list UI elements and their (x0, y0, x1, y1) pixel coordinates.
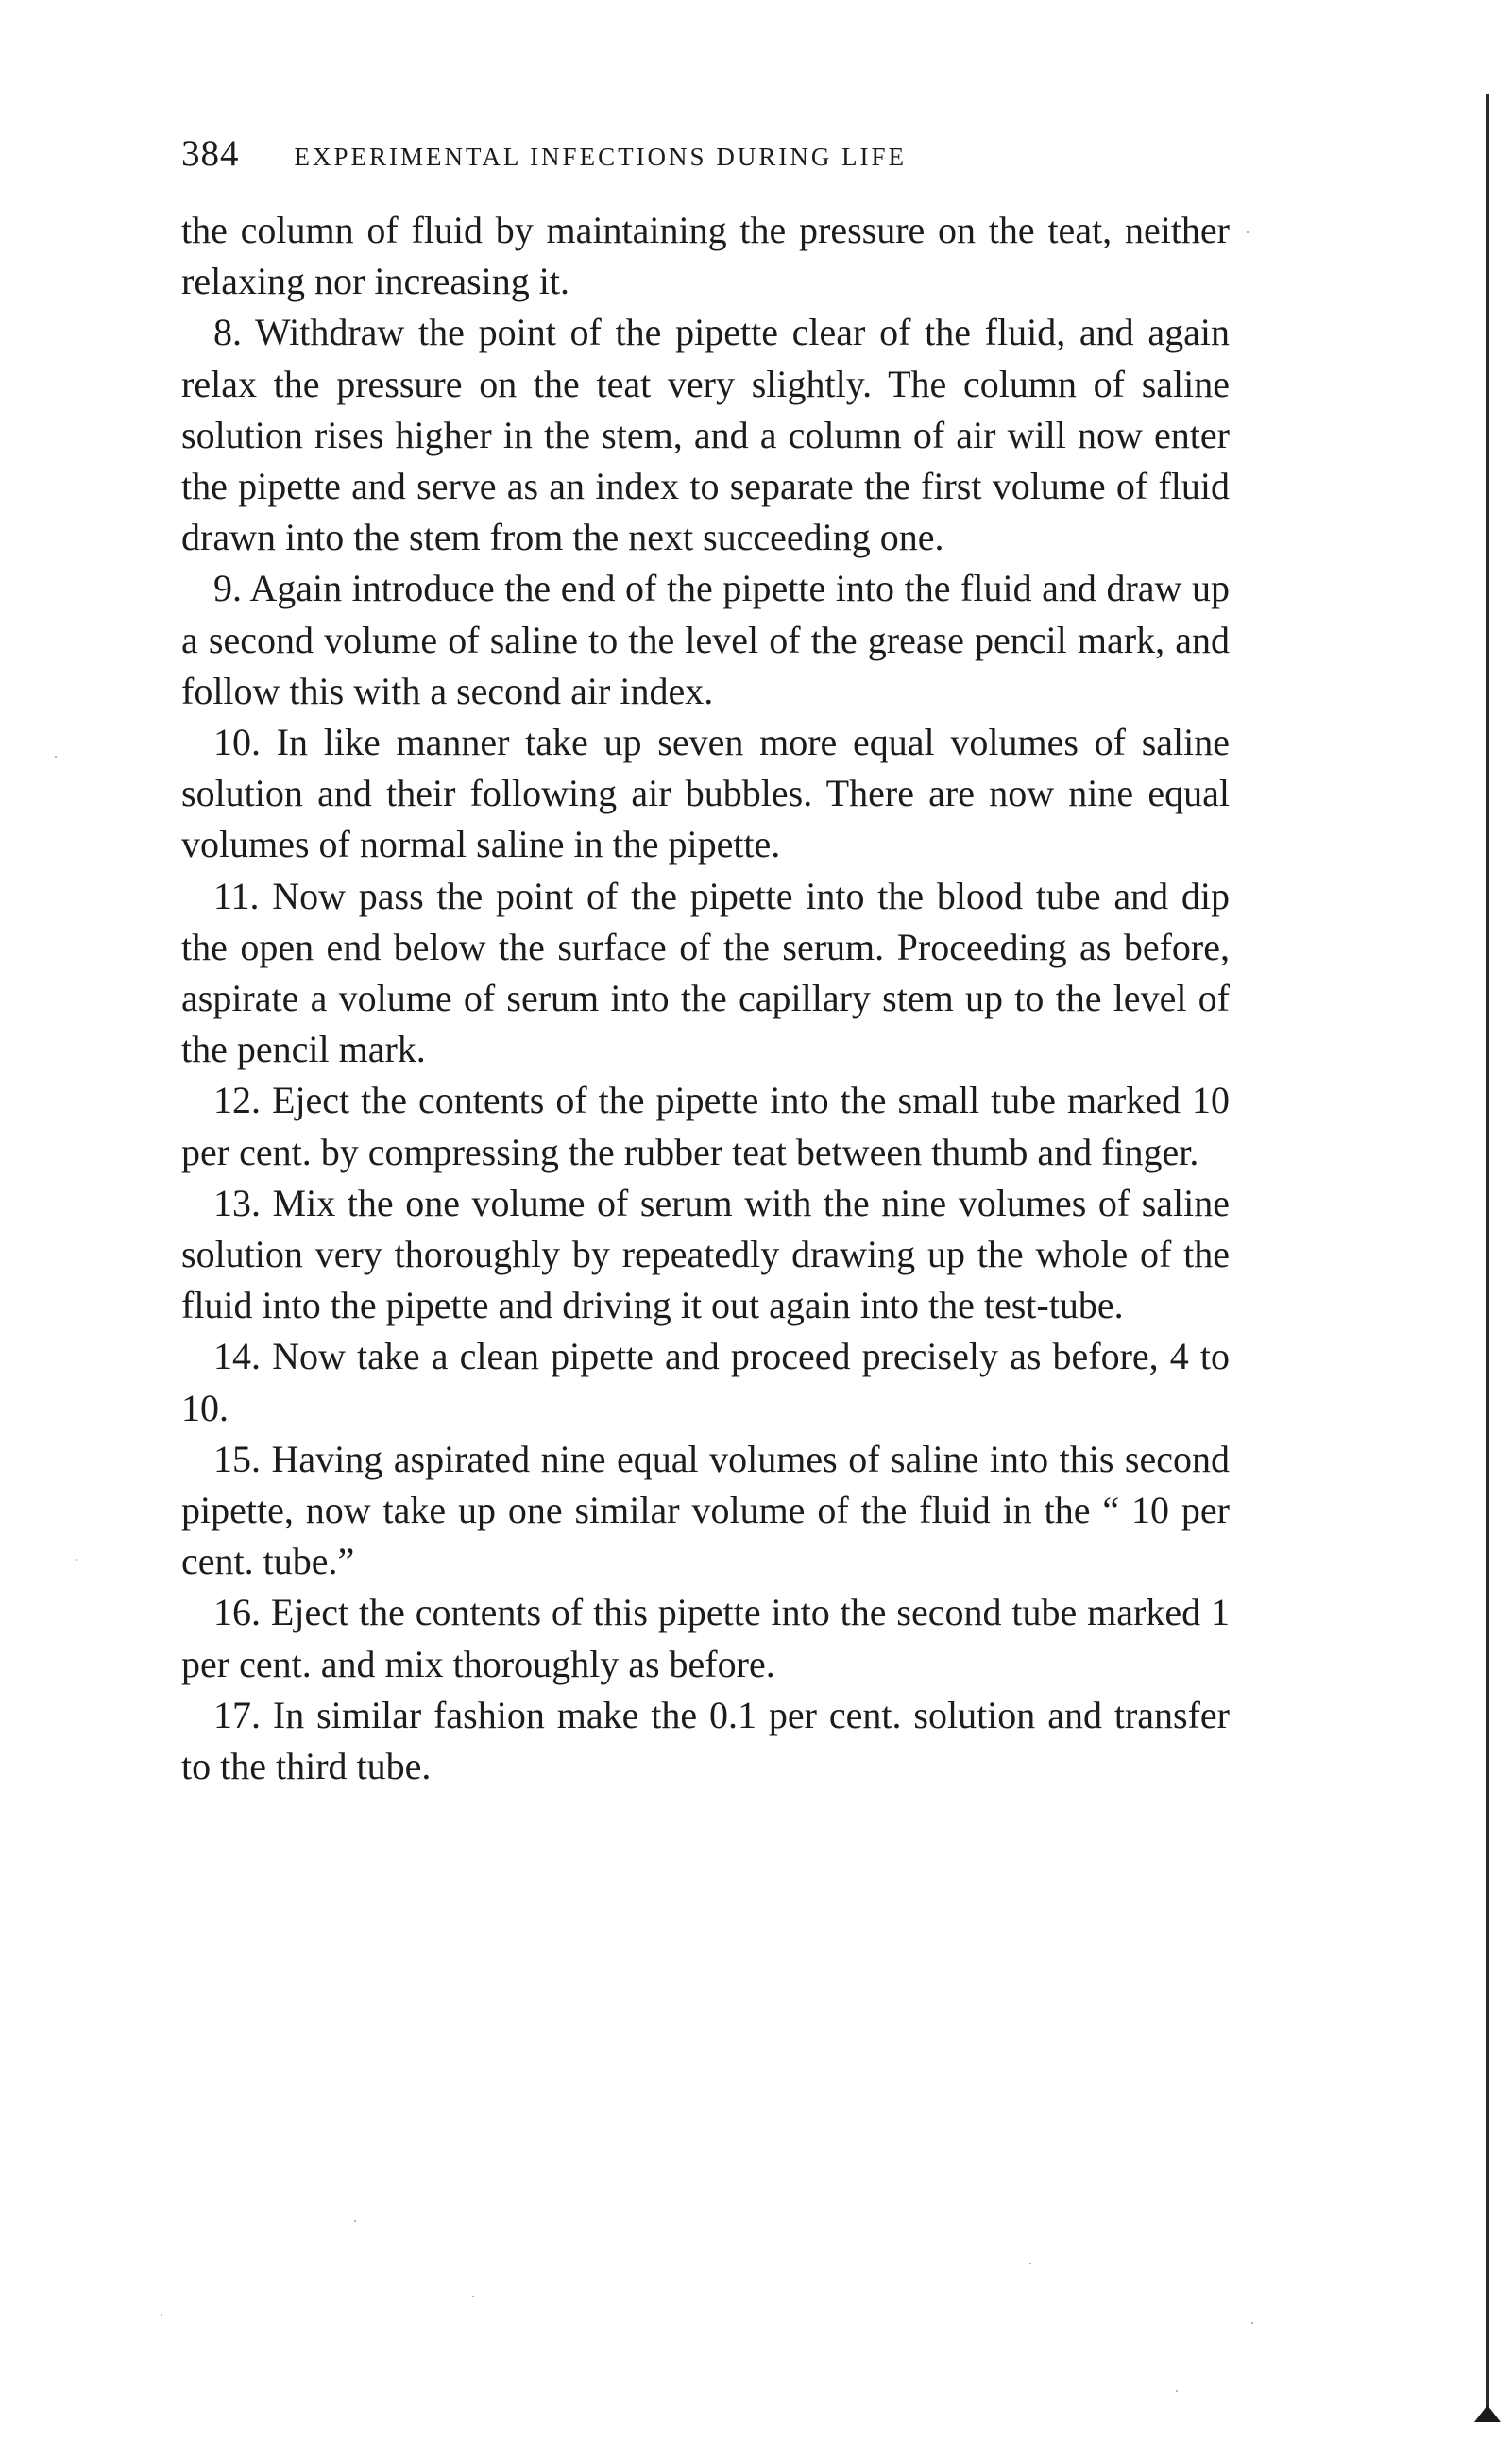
step-14: 14. Now take a clean pipette and proceed precisely as before, 4 to 10. (181, 1335, 1230, 1429)
paragraph-continuation: the column of fluid by maintaining the pressure on the teat, neither relaxing nor increasing it. (181, 209, 1230, 303)
step-11: 11. Now pass the point of the pipette into the blood tube and dip the open end below the surface of the serum. Proceeding as before, aspirate a volume of serum into the capillary stem up to the level of the pencil mark. (181, 874, 1230, 1071)
scan-speck (55, 756, 57, 758)
page-number: 384 (181, 133, 240, 174)
scan-speck (1247, 231, 1249, 233)
scan-speck (1029, 2263, 1031, 2264)
step-15: 15. Having aspirated nine equal volumes of saline into this second pipette, now take up one similar volume of the fluid in the “ 10 per cent. tube.” (181, 1437, 1230, 1583)
scan-speck (354, 2220, 356, 2222)
step-9: 9. Again introduce the end of the pipette into the fluid and draw up a second volume of saline to the level of the grease pencil mark, and follow this with a second air index. (181, 567, 1230, 712)
step-16: 16. Eject the contents of this pipette into the second tube marked 1 per cent. and mix thoroughly as before. (181, 1591, 1230, 1685)
body-text (181, 205, 1230, 1792)
step-10: 10. In like manner take up seven more equal volumes of saline solution and their following air bubbles. There are now nine equal volumes of normal saline in the pipette. (181, 721, 1230, 866)
scan-speck (472, 2296, 474, 2297)
running-head (181, 132, 1230, 179)
scan-speck (1251, 2322, 1253, 2324)
scan-speck (1176, 2390, 1178, 2392)
page-edge-rule (1486, 94, 1489, 2414)
page-edge-arrow-icon (1474, 2405, 1501, 2422)
scan-speck (161, 2314, 162, 2316)
step-17: 17. In similar fashion make the 0.1 per cent. solution and transfer to the third tube. (181, 1693, 1230, 1788)
running-head-title: EXPERIMENTAL INFECTIONS DURING LIFE (294, 143, 908, 171)
step-13: 13. Mix the one volume of serum with the nine volumes of saline solution very thoroughly by repeatedly drawing up the whole of the fluid into the pipette and driving it out again into the test-tube. (181, 1181, 1230, 1327)
scan-speck (76, 1559, 77, 1561)
step-12: 12. Eject the contents of the pipette into the small tube marked 10 per cent. by compressing the rubber teat between thumb and finger. (181, 1079, 1230, 1173)
step-8: 8. Withdraw the point of the pipette clear of the fluid, and again relax the pressure on the teat very slightly. The column of saline solution rises higher in the stem, and a column of air will now enter the pipette and serve as an index to separate the first volume of fluid drawn into the stem from the next succeeding one. (181, 311, 1230, 559)
